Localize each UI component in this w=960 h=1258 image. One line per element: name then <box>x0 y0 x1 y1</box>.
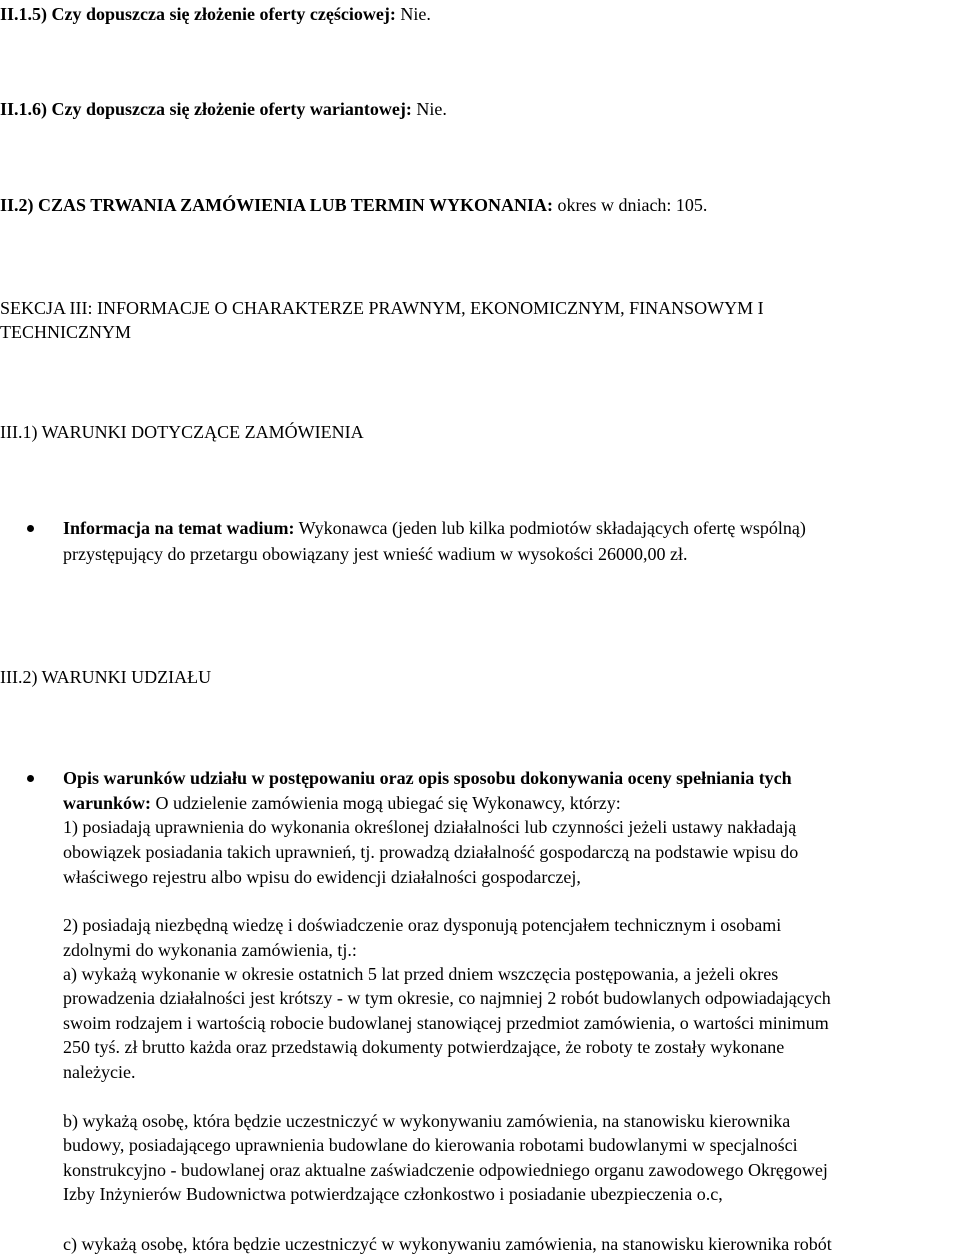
duration-line <box>0 194 707 216</box>
opis-label-line2: warunków: O udzielenie zamówienia mogą ubiegać się Wykonawcy, którzy: <box>63 793 621 813</box>
duration-label: II.2) CZAS TRWANIA ZAMÓWIENIA LUB TERMIN WYKONANIA: <box>0 195 553 215</box>
bullet-opis <box>27 775 34 782</box>
condition-2-line: zdolnymi do wykonania zamówienia, tj.: <box>63 940 357 960</box>
offer-partial-line <box>0 3 431 25</box>
offer-variant-line <box>0 98 447 120</box>
condition-2-line: 2) posiadają niezbędną wiedzę i doświadczenie oraz dysponują potencjałem technicznym i osobami <box>63 915 782 935</box>
opis-intro: O udzielenie zamówienia mogą ubiegać się Wykonawcy, którzy: <box>155 793 621 813</box>
wadium-line2: przystępujący do przetargu obowiązany jest wnieść wadium w wysokości 26000,00 zł. <box>63 544 688 564</box>
condition-2b-line: Izby Inżynierów Budownictwa potwierdzające członkostwo i posiadanie ubezpieczenia o.c, <box>63 1184 723 1204</box>
offer-partial-value: Nie. <box>400 4 431 24</box>
condition-1-line: właściwego rejestru albo wpisu do ewidencji działalności gospodarczej, <box>63 867 581 887</box>
bullet-wadium <box>27 525 34 532</box>
section-iii-1-heading: III.1) WARUNKI DOTYCZĄCE ZAMÓWIENIA <box>0 422 364 442</box>
section-iii-2-heading: III.2) WARUNKI UDZIAŁU <box>0 667 212 687</box>
wadium-text-1: Wykonawca (jeden lub kilka podmiotów składających ofertę wspólną) <box>298 518 806 538</box>
condition-2a-line: należycie. <box>63 1062 136 1082</box>
offer-partial-label: II.1.5) Czy dopuszcza się złożenie oferty częściowej: <box>0 4 396 24</box>
wadium-line1 <box>63 517 806 539</box>
condition-2b-line: b) wykażą osobę, która będzie uczestniczyć w wykonywaniu zamówienia, na stanowisku kierownika <box>63 1111 791 1131</box>
condition-2a-line: swoim rodzajem i wartością robocie budowlanej stanowiącej przedmiot zamówienia, o wartości minimum <box>63 1013 829 1033</box>
condition-1-line: 1) posiadają uprawnienia do wykonania określonej działalności lub czynności jeżeli ustawy nakładają <box>63 817 797 837</box>
section-iii-heading-line2: TECHNICZNYM <box>0 322 131 342</box>
condition-1-line: obowiązek posiadania takich uprawnień, tj. prowadzą działalność gospodarczą na podstawie wpisu do <box>63 842 799 862</box>
wadium-label: Informacja na temat wadium: <box>63 518 295 538</box>
condition-2a-line: prowadzenia działalności jest krótszy - w tym okresie, co najmniej 2 robót budowlanych odpowiadających <box>63 988 831 1008</box>
condition-2b-line: budowy, posiadającego uprawnienia budowlane do kierowania robotami budowlanymi w specjalności <box>63 1135 798 1155</box>
condition-2a-line: a) wykażą wykonanie w okresie ostatnich 5 lat przed dniem wszczęcia postępowania, a jeżeli okres <box>63 964 779 984</box>
duration-value: okres w dniach: 105. <box>557 195 708 215</box>
condition-2a-line: 250 tyś. zł brutto każda oraz przedstawią dokumenty potwierdzające, że roboty te zostały wykonane <box>63 1037 785 1057</box>
offer-variant-value: Nie. <box>416 99 447 119</box>
offer-variant-label: II.1.6) Czy dopuszcza się złożenie oferty wariantowej: <box>0 99 412 119</box>
opis-label-line1: Opis warunków udziału w postępowaniu oraz opis sposobu dokonywania oceny spełniania tych <box>63 768 792 788</box>
section-iii-heading-line1: SEKCJA III: INFORMACJE O CHARAKTERZE PRAWNYM, EKONOMICZNYM, FINANSOWYM I <box>0 298 764 318</box>
condition-2c-line: c) wykażą osobę, która będzie uczestniczyć w wykonywaniu zamówienia, na stanowisku kierownika robót <box>63 1234 832 1254</box>
condition-2b-line: konstrukcyjno - budowlanej oraz aktualne zaświadczenie odpowiedniego organu zawodowego Okręgowej <box>63 1160 828 1180</box>
